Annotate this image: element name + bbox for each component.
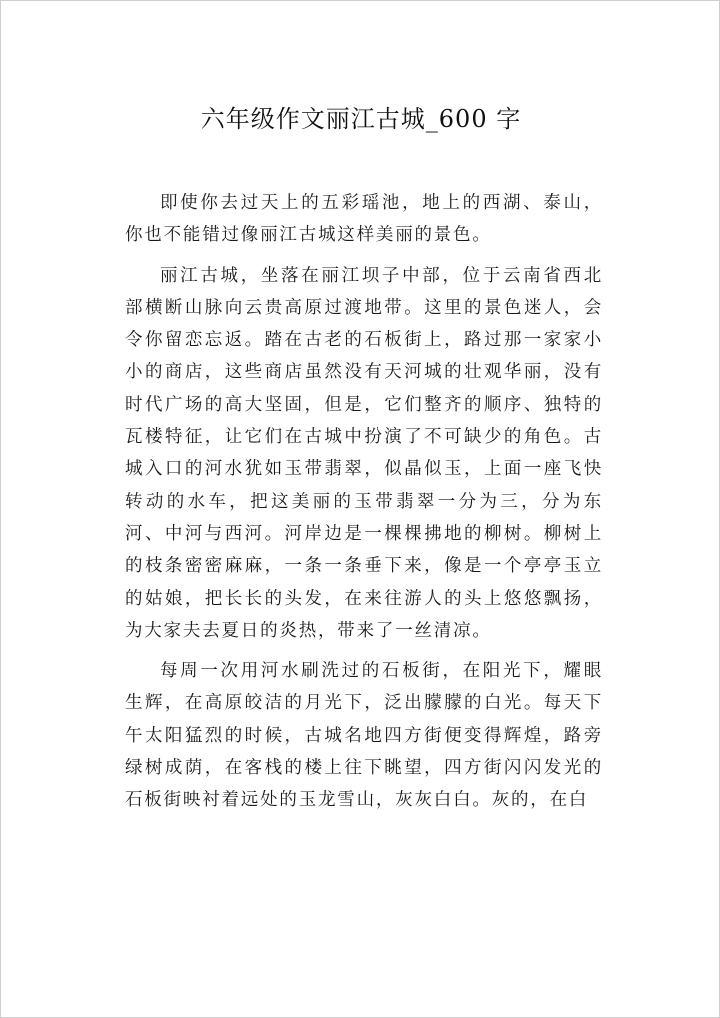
paragraph-1: 即使你去过天上的五彩瑶池，地上的西湖、泰山，你也不能错过像丽江古城这样美丽的景色。	[125, 193, 603, 246]
document-body	[125, 187, 603, 825]
paragraph-3: 每周一次用河水刷洗过的石板街，在阳光下，耀眼生辉，在高原皎洁的月光下，泛出朦朦的白光。每天下午太阳猛烈的时候，古城名地四方街便变得辉煌，路旁绿树成荫，在客栈的楼上往下眺望，四方街闪闪发光的石板街映衬着远处的玉龙雪山，灰灰白白。灰的，在白	[125, 661, 603, 811]
document-title: 六年级作文丽江古城_600 字	[200, 105, 522, 133]
paragraph-2: 丽江古城，坐落在丽江坝子中部，位于云南省西北部横断山脉向云贵高原过渡地带。这里的景色迷人，会令你留恋忘返。踏在古老的石板街上，路过那一家家小小的商店，这些商店虽然没有天河城的壮观华丽，没有时代广场的高大坚固，但是，它们整齐的顺序、独特的瓦楼特征，让它们在古城中扮演了不可缺少的角色。古城入口的河水犹如玉带翡翠，似晶似玉，上面一座飞快转动的水车，把这美丽的玉带翡翠一分为三，分为东河、中河与西河。河岸边是一棵棵拂地的柳树。柳树上的枝条密密麻麻，一条一条垂下来，像是一个亭亭玉立的姑娘，把长长的头发，在来往游人的头上悠悠飘扬，为大家夫去夏日的炎热，带来了一丝清凉。	[125, 265, 603, 641]
